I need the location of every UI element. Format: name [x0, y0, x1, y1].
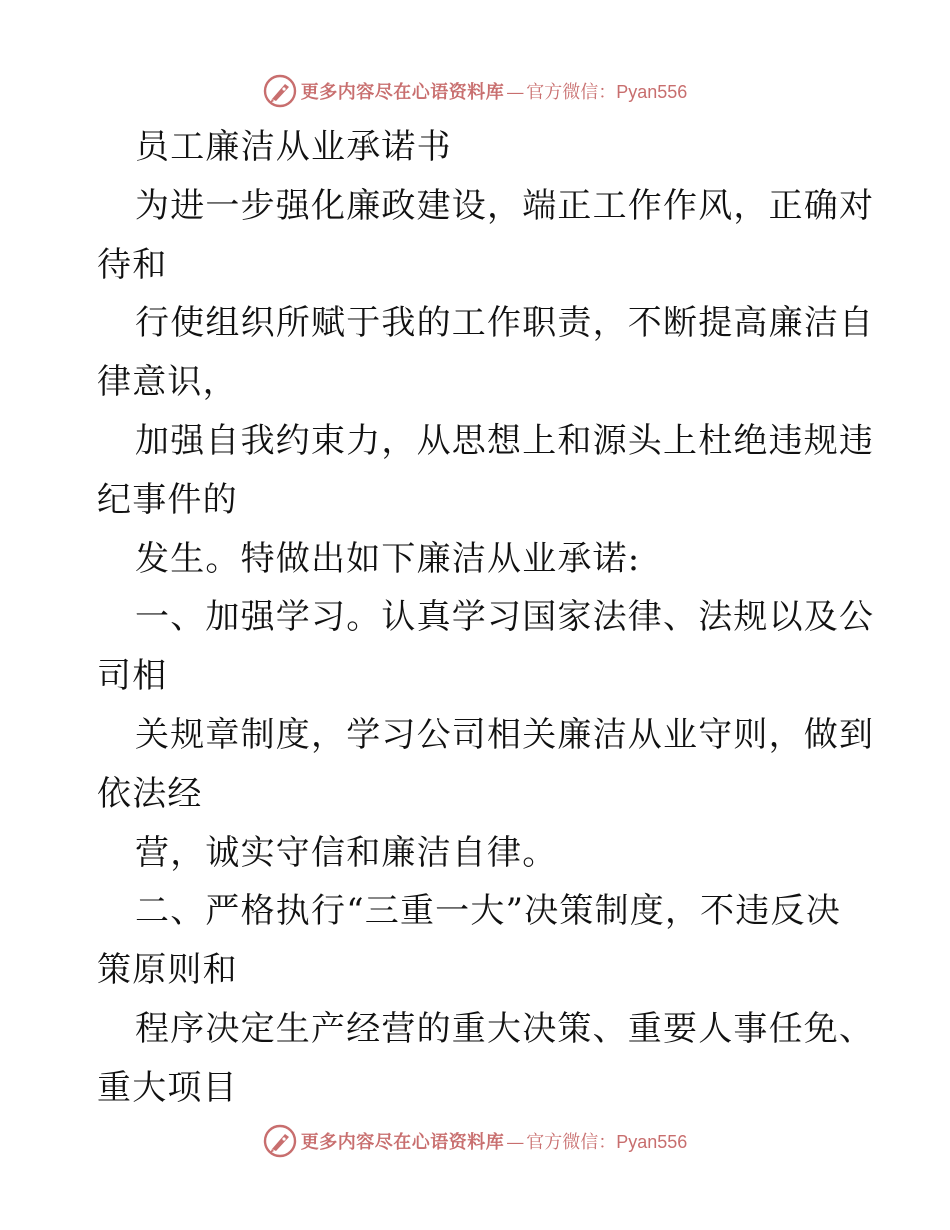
document-title: 员工廉洁从业承诺书 — [135, 127, 452, 167]
text-line: 营，诚实守信和廉洁自律。 — [135, 832, 558, 873]
banner-wechat-id: Pyan556 — [616, 1132, 688, 1152]
text-line: 二、严格执行“三重一大”决策制度，不违反决 — [135, 891, 841, 932]
text-line: 为进一步强化廉政建设，端正工作作风，正确对 — [135, 185, 875, 226]
banner-main-text: 更多内容尽在心语资料库 — [300, 82, 505, 103]
pen-logo-icon — [263, 74, 297, 108]
banner-separator: — — [506, 1132, 525, 1153]
banner-wechat-id: Pyan556 — [616, 82, 688, 102]
header-banner — [0, 71, 950, 111]
text-line: 程序决定生产经营的重大决策、重要人事任免、 — [135, 1008, 875, 1049]
document-body — [97, 118, 875, 1118]
text-line: 待和 — [97, 244, 168, 285]
banner-separator: — — [506, 82, 525, 103]
banner-text — [301, 78, 688, 104]
text-line: 关规章制度，学习公司相关廉洁从业守则，做到 — [135, 714, 875, 755]
text-line: 策原则和 — [97, 950, 238, 991]
text-line: 重大项目 — [97, 1067, 238, 1108]
text-line: 纪事件的 — [97, 479, 238, 520]
pen-logo-icon — [263, 1124, 297, 1158]
footer-banner — [0, 1121, 950, 1161]
text-line: 依法经 — [97, 773, 203, 814]
text-line: 一、加强学习。认真学习国家法律、法规以及公 — [135, 597, 875, 638]
banner-main-text: 更多内容尽在心语资料库 — [300, 1132, 505, 1153]
banner-wechat-label: 官方微信： — [526, 1132, 617, 1153]
text-line: 律意识， — [97, 362, 238, 403]
banner-wechat-label: 官方微信： — [526, 82, 617, 103]
banner-text — [301, 1128, 688, 1154]
text-line: 发生。特做出如下廉洁从业承诺: — [135, 538, 641, 579]
text-line: 加强自我约束力，从思想上和源头上杜绝违规违 — [135, 420, 875, 461]
text-line: 行使组织所赋于我的工作职责，不断提高廉洁自 — [135, 303, 875, 344]
text-line: 司相 — [97, 656, 168, 697]
